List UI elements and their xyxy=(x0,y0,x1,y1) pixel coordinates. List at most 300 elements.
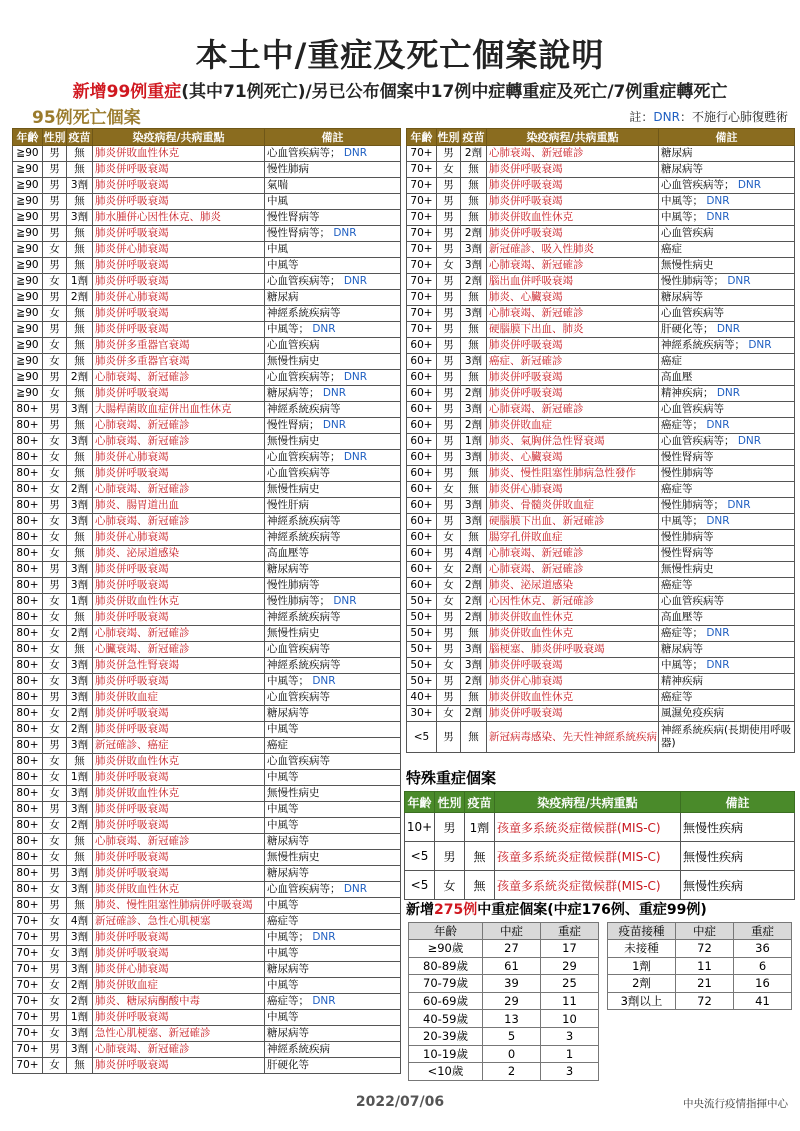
remarks-text: 心血管疾病等； xyxy=(267,451,341,463)
sex-cell: 男 xyxy=(437,546,461,562)
vaccine-cell: 3劑 xyxy=(461,354,487,370)
disease-course-cell: 肺炎併呼吸衰竭 xyxy=(487,706,659,722)
remarks-cell xyxy=(659,450,795,466)
new-cases-prefix: 新增 xyxy=(406,902,434,918)
age-cell: 60+ xyxy=(407,498,437,514)
vaccine-cell: 2劑 xyxy=(461,226,487,242)
remarks-text: 神經系統疾病(長期使用呼吸器) xyxy=(661,724,792,749)
vaccine-cell: 2劑 xyxy=(461,706,487,722)
age-cell: 70+ xyxy=(13,978,43,994)
vaccine-cell: 3劑 xyxy=(461,498,487,514)
dnr-note xyxy=(629,108,788,125)
table-row xyxy=(409,1063,599,1081)
sex-cell: 男 xyxy=(437,722,461,753)
vaccine-cell: 無 xyxy=(67,418,93,434)
remarks-cell xyxy=(265,626,401,642)
table-row xyxy=(13,978,401,994)
dnr-tag: DNR xyxy=(340,275,368,287)
vaccine-summary-cell-0: 3劑以上 xyxy=(608,992,676,1010)
vaccine-cell: 無 xyxy=(461,210,487,226)
sex-cell: 女 xyxy=(43,482,67,498)
table-row xyxy=(407,674,795,690)
remarks-cell xyxy=(659,610,795,626)
disease-course-cell: 肺炎、慢性阻塞性肺病急性發作 xyxy=(487,466,659,482)
age-summary-cell-2: 1 xyxy=(541,1045,599,1063)
age-summary-cell-1: 27 xyxy=(483,940,541,958)
sex-cell: 男 xyxy=(43,226,67,242)
sex-cell: 男 xyxy=(43,498,67,514)
disease-course-cell: 肺炎併心肺衰竭 xyxy=(93,450,265,466)
table-row xyxy=(407,274,795,290)
remarks-text: 心血管疾病等 xyxy=(267,755,330,767)
dnr-tag: DNR xyxy=(703,419,730,431)
remarks-cell xyxy=(265,178,401,194)
remarks-text: 癌症等 xyxy=(661,579,693,591)
age-cell: 80+ xyxy=(13,610,43,626)
vaccine-cell: 3劑 xyxy=(67,930,93,946)
death-header-col-3: 染疫病程/共病重點 xyxy=(93,129,265,146)
table-row xyxy=(13,610,401,626)
age-cell: 80+ xyxy=(13,578,43,594)
disease-course-cell: 肺炎、慢性阻塞性肺病併呼吸衰竭 xyxy=(93,898,265,914)
dnr-tag: DNR xyxy=(724,499,751,511)
vaccine-cell: 3劑 xyxy=(67,1042,93,1058)
remarks-text: 中風 xyxy=(267,243,288,255)
remarks-text: 高血壓等 xyxy=(661,611,703,623)
table-row xyxy=(13,690,401,706)
disease-course-cell: 肺炎併呼吸衰竭 xyxy=(93,706,265,722)
remarks-text: 神經系統疾病等 xyxy=(267,307,341,319)
vaccine-cell: 1劑 xyxy=(67,770,93,786)
death-table-header xyxy=(13,129,401,146)
vaccine-summary-header-col-0: 疫苗接種 xyxy=(608,923,676,940)
vaccine-cell: 無 xyxy=(465,842,495,871)
sex-cell: 男 xyxy=(437,226,461,242)
vaccine-cell: 無 xyxy=(461,530,487,546)
vaccine-cell: 2劑 xyxy=(461,610,487,626)
vaccine-cell: 2劑 xyxy=(461,578,487,594)
vaccine-cell: 無 xyxy=(461,626,487,642)
age-cell: 80+ xyxy=(13,690,43,706)
table-row xyxy=(13,834,401,850)
age-cell: 70+ xyxy=(407,194,437,210)
remarks-cell xyxy=(265,818,401,834)
sex-cell: 女 xyxy=(43,658,67,674)
disease-course-cell: 大腸桿菌敗血症併出血性休克 xyxy=(93,402,265,418)
remarks-cell xyxy=(659,466,795,482)
sex-cell: 男 xyxy=(437,610,461,626)
sex-cell: 男 xyxy=(43,898,67,914)
table-row xyxy=(13,850,401,866)
remarks-cell xyxy=(265,306,401,322)
remarks-cell xyxy=(659,354,795,370)
age-cell: 80+ xyxy=(13,802,43,818)
disease-course-cell: 肺炎併敗血性休克 xyxy=(93,786,265,802)
age-summary-cell-2: 25 xyxy=(541,975,599,993)
age-cell: 60+ xyxy=(407,402,437,418)
sex-cell: 女 xyxy=(43,514,67,530)
age-cell: 50+ xyxy=(407,642,437,658)
sex-cell: 男 xyxy=(43,402,67,418)
remarks-text: 慢性肝病 xyxy=(267,499,309,511)
vaccine-cell: 無 xyxy=(67,1058,93,1074)
vaccine-cell: 無 xyxy=(67,530,93,546)
age-summary-cell-0: 40-59歲 xyxy=(409,1010,483,1028)
vaccine-cell: 3劑 xyxy=(67,434,93,450)
table-row xyxy=(13,898,401,914)
remarks-cell xyxy=(265,194,401,210)
sex-cell: 女 xyxy=(43,770,67,786)
vaccine-cell: 4劑 xyxy=(67,914,93,930)
remarks-text: 中風等； xyxy=(661,515,703,527)
table-row xyxy=(13,946,401,962)
table-row xyxy=(409,940,599,958)
remarks-text: 心血管疾病等； xyxy=(267,275,341,287)
age-cell: 80+ xyxy=(13,754,43,770)
vaccine-summary-cell-0: 1劑 xyxy=(608,957,676,975)
remarks-text: 中風等； xyxy=(267,323,309,335)
dnr-tag: DNR xyxy=(745,339,772,351)
vaccine-cell: 3劑 xyxy=(67,738,93,754)
vaccine-cell: 無 xyxy=(67,642,93,658)
remarks-text: 癌症等； xyxy=(661,627,703,639)
sex-cell: 男 xyxy=(43,194,67,210)
disease-course-cell: 孩童多系統炎症徵候群(MIS-C) xyxy=(495,813,681,842)
age-summary-cell-1: 0 xyxy=(483,1045,541,1063)
remarks-text: 神經系統疾病 xyxy=(267,1043,330,1055)
disease-course-cell: 肺炎併呼吸衰竭 xyxy=(93,562,265,578)
disease-course-cell: 肺炎併心肺衰竭 xyxy=(93,530,265,546)
age-cell: 50+ xyxy=(407,626,437,642)
disease-course-cell: 肺炎併呼吸衰竭 xyxy=(93,306,265,322)
vaccine-cell: 3劑 xyxy=(67,1026,93,1042)
sex-cell: 男 xyxy=(437,450,461,466)
sex-cell: 男 xyxy=(437,514,461,530)
disease-course-cell: 肺炎併呼吸衰竭 xyxy=(93,226,265,242)
death-table-left xyxy=(12,128,401,1074)
disease-course-cell: 孩童多系統炎症徵候群(MIS-C) xyxy=(495,842,681,871)
new-cases-suffix: 中重症個案(中症176例、重症99例) xyxy=(477,902,707,918)
remarks-cell xyxy=(265,482,401,498)
remarks-text: 神經系統疾病等 xyxy=(267,403,341,415)
age-summary-cell-2: 3 xyxy=(541,1063,599,1081)
sex-cell: 男 xyxy=(43,962,67,978)
age-summary-cell-1: 13 xyxy=(483,1010,541,1028)
remarks-text: 神經系統疾病等 xyxy=(267,515,341,527)
remarks-text: 氣喘 xyxy=(267,179,288,191)
age-cell: 60+ xyxy=(407,370,437,386)
sex-cell: 男 xyxy=(43,322,67,338)
disease-course-cell: 肺炎併心肺衰竭 xyxy=(93,290,265,306)
table-row xyxy=(13,658,401,674)
remarks-cell xyxy=(265,258,401,274)
sex-cell: 女 xyxy=(43,1058,67,1074)
vaccine-cell: 3劑 xyxy=(461,242,487,258)
vaccine-cell: 3劑 xyxy=(67,402,93,418)
remarks-cell xyxy=(265,562,401,578)
remarks-text: 心血管疾病等 xyxy=(661,403,724,415)
remarks-cell xyxy=(265,146,401,162)
remarks-text: 慢性肺病等； xyxy=(661,275,724,287)
table-row xyxy=(13,178,401,194)
disease-course-cell: 心肺衰竭、新冠確診 xyxy=(487,402,659,418)
vaccine-cell: 無 xyxy=(67,354,93,370)
remarks-cell xyxy=(659,290,795,306)
age-summary-cell-1: 61 xyxy=(483,957,541,975)
disease-course-cell: 腦梗塞、肺炎併呼吸衰竭 xyxy=(487,642,659,658)
remarks-cell xyxy=(265,210,401,226)
table-row xyxy=(407,290,795,306)
age-cell: 70+ xyxy=(407,146,437,162)
new-cases-title xyxy=(406,899,707,919)
table-row xyxy=(407,514,795,530)
remarks-cell xyxy=(659,274,795,290)
remarks-text: 癌症 xyxy=(661,355,682,367)
age-cell: ≧90 xyxy=(13,290,43,306)
sex-cell: 男 xyxy=(43,418,67,434)
vaccine-cell: 無 xyxy=(67,850,93,866)
table-row xyxy=(13,1026,401,1042)
vaccine-cell: 無 xyxy=(461,466,487,482)
disease-course-cell: 孩童多系統炎症徵候群(MIS-C) xyxy=(495,871,681,900)
remarks-cell xyxy=(265,962,401,978)
remarks-text: 心血管疾病等 xyxy=(267,467,330,479)
remarks-text: 中風等； xyxy=(661,211,703,223)
remarks-text: 中風等； xyxy=(267,931,309,943)
vaccine-cell: 無 xyxy=(67,466,93,482)
remarks-cell xyxy=(659,482,795,498)
vaccine-cell: 無 xyxy=(461,194,487,210)
sex-cell: 女 xyxy=(43,978,67,994)
remarks-text: 心血管疾病等 xyxy=(661,595,724,607)
age-cell: 80+ xyxy=(13,658,43,674)
disease-course-cell: 心肺衰竭、新冠確診 xyxy=(93,418,265,434)
remarks-cell xyxy=(265,530,401,546)
age-cell: 80+ xyxy=(13,530,43,546)
remarks-text: 糖尿病等 xyxy=(267,835,309,847)
remarks-text: 心血管疾病 xyxy=(267,339,320,351)
dnr-tag: DNR xyxy=(724,275,751,287)
sex-cell: 男 xyxy=(43,290,67,306)
sex-cell: 女 xyxy=(43,530,67,546)
remarks-cell xyxy=(265,386,401,402)
vaccine-cell: 無 xyxy=(67,754,93,770)
sex-cell: 男 xyxy=(437,290,461,306)
remarks-cell xyxy=(265,594,401,610)
disease-course-cell: 急性心肌梗塞、新冠確診 xyxy=(93,1026,265,1042)
sex-cell: 男 xyxy=(437,402,461,418)
remarks-cell xyxy=(265,898,401,914)
special-table-header xyxy=(405,792,795,813)
age-cell: ≧90 xyxy=(13,242,43,258)
age-cell: 80+ xyxy=(13,402,43,418)
remarks-cell xyxy=(265,802,401,818)
dnr-tag: DNR xyxy=(330,227,357,239)
vaccine-cell: 3劑 xyxy=(67,866,93,882)
sex-cell: 男 xyxy=(437,370,461,386)
disease-course-cell: 肺炎併呼吸衰竭 xyxy=(93,610,265,626)
age-cell: 80+ xyxy=(13,674,43,690)
age-summary-cell-2: 3 xyxy=(541,1027,599,1045)
table-row xyxy=(407,546,795,562)
dnr-tag: DNR xyxy=(703,211,730,223)
age-cell: 50+ xyxy=(407,610,437,626)
remarks-cell xyxy=(659,658,795,674)
vaccine-cell: 2劑 xyxy=(67,706,93,722)
age-cell: ≧90 xyxy=(13,258,43,274)
sex-cell: 男 xyxy=(43,866,67,882)
age-cell: 80+ xyxy=(13,498,43,514)
age-cell: 60+ xyxy=(407,546,437,562)
vaccine-cell: 2劑 xyxy=(67,978,93,994)
sex-cell: 女 xyxy=(437,658,461,674)
remarks-text: 心血管疾病等 xyxy=(267,691,330,703)
disease-course-cell: 肺炎併呼吸衰竭 xyxy=(93,194,265,210)
remarks-cell xyxy=(659,402,795,418)
table-row xyxy=(13,882,401,898)
table-row xyxy=(13,962,401,978)
vaccine-cell: 3劑 xyxy=(67,578,93,594)
age-summary-cell-0: 80-89歲 xyxy=(409,957,483,975)
disease-course-cell: 肺炎、氣胸併急性腎衰竭 xyxy=(487,434,659,450)
table-row xyxy=(13,754,401,770)
age-summary-cell-1: 5 xyxy=(483,1027,541,1045)
sex-cell: 女 xyxy=(43,850,67,866)
table-row xyxy=(13,530,401,546)
vaccine-cell: 1劑 xyxy=(67,274,93,290)
remarks-text: 中風等； xyxy=(661,195,703,207)
special-table xyxy=(404,791,795,900)
age-cell: 60+ xyxy=(407,530,437,546)
vaccine-summary-cell-1: 72 xyxy=(676,992,734,1010)
age-cell: ≧90 xyxy=(13,178,43,194)
table-row xyxy=(13,642,401,658)
table-row xyxy=(13,1042,401,1058)
disease-course-cell: 肺炎併敗血性休克 xyxy=(487,626,659,642)
sex-cell: 女 xyxy=(43,674,67,690)
remarks-cell xyxy=(659,626,795,642)
remarks-text: 中風等 xyxy=(267,819,299,831)
remarks-text: 高血壓 xyxy=(661,371,693,383)
remarks-text: 心血管疾病等； xyxy=(267,883,341,895)
vaccine-summary-cell-2: 36 xyxy=(734,940,792,958)
table-row xyxy=(407,306,795,322)
remarks-cell xyxy=(265,914,401,930)
table-row xyxy=(13,450,401,466)
remarks-cell xyxy=(659,434,795,450)
age-summary-cell-2: 29 xyxy=(541,957,599,975)
disease-course-cell: 肺炎併呼吸衰竭 xyxy=(93,818,265,834)
remarks-cell xyxy=(659,146,795,162)
sex-cell: 女 xyxy=(43,242,67,258)
vaccine-cell: 2劑 xyxy=(67,290,93,306)
table-row xyxy=(13,322,401,338)
age-cell: 70+ xyxy=(407,306,437,322)
vaccine-cell: 3劑 xyxy=(67,690,93,706)
disease-course-cell: 肺炎併敗血症 xyxy=(93,978,265,994)
table-row xyxy=(407,354,795,370)
remarks-text: 中風等 xyxy=(267,899,299,911)
age-cell: 80+ xyxy=(13,562,43,578)
age-cell: ≧90 xyxy=(13,274,43,290)
table-row xyxy=(13,210,401,226)
disease-course-cell: 新冠確診、癌症 xyxy=(93,738,265,754)
age-cell: 70+ xyxy=(13,930,43,946)
death-section-title: 95例死亡個案 xyxy=(32,108,141,128)
vaccine-summary-cell-2: 6 xyxy=(734,957,792,975)
remarks-text: 心血管疾病等； xyxy=(661,435,735,447)
remarks-text: 中風等 xyxy=(267,979,299,991)
disease-course-cell: 肺炎併呼吸衰竭 xyxy=(93,178,265,194)
age-cell: <5 xyxy=(405,871,435,900)
dnr-tag: DNR xyxy=(713,387,741,399)
age-cell: 70+ xyxy=(13,1058,43,1074)
remarks-text: 慢性肺病等； xyxy=(267,595,330,607)
remarks-cell: 無慢性疾病 xyxy=(681,871,795,900)
sex-cell: 女 xyxy=(435,871,465,900)
disease-course-cell: 肺炎併呼吸衰竭 xyxy=(93,946,265,962)
note-dnr: DNR xyxy=(653,110,680,124)
disease-course-cell: 肺炎併呼吸衰竭 xyxy=(487,370,659,386)
table-row xyxy=(13,418,401,434)
dnr-tag: DNR xyxy=(309,323,336,335)
sex-cell: 女 xyxy=(43,882,67,898)
vaccine-cell: 3劑 xyxy=(67,674,93,690)
age-cell: <5 xyxy=(407,722,437,753)
table-row xyxy=(407,258,795,274)
table-row xyxy=(13,386,401,402)
vaccine-cell: 無 xyxy=(461,338,487,354)
age-cell: 80+ xyxy=(13,834,43,850)
age-cell: 70+ xyxy=(13,1042,43,1058)
special-header-col-2: 疫苗 xyxy=(465,792,495,813)
age-summary-cell-1: 2 xyxy=(483,1063,541,1081)
death-header-col-1: 性別 xyxy=(437,129,461,146)
remarks-text: 糖尿病等 xyxy=(267,963,309,975)
table-row xyxy=(407,498,795,514)
table-row xyxy=(409,975,599,993)
vaccine-cell: 3劑 xyxy=(461,306,487,322)
sex-cell: 男 xyxy=(437,498,461,514)
remarks-cell xyxy=(659,258,795,274)
age-cell: 80+ xyxy=(13,418,43,434)
disease-course-cell: 肺炎併呼吸衰竭 xyxy=(93,930,265,946)
vaccine-cell: 3劑 xyxy=(67,946,93,962)
remarks-cell xyxy=(265,930,401,946)
age-cell: 50+ xyxy=(407,594,437,610)
remarks-text: 糖尿病 xyxy=(661,147,693,159)
age-cell: 80+ xyxy=(13,706,43,722)
sex-cell: 男 xyxy=(437,194,461,210)
remarks-cell xyxy=(265,354,401,370)
remarks-cell xyxy=(265,274,401,290)
disease-course-cell: 肺炎、心臟衰竭 xyxy=(487,290,659,306)
vaccine-cell: 無 xyxy=(67,898,93,914)
table-row xyxy=(13,242,401,258)
vaccine-cell: 3劑 xyxy=(67,802,93,818)
age-cell: 70+ xyxy=(407,274,437,290)
disease-course-cell: 腦出血併呼吸衰竭 xyxy=(487,274,659,290)
sex-cell: 女 xyxy=(437,258,461,274)
remarks-text: 癌症等 xyxy=(661,483,693,495)
disease-course-cell: 肺炎、泌尿道感染 xyxy=(487,578,659,594)
table-row xyxy=(407,626,795,642)
sex-cell: 女 xyxy=(43,818,67,834)
vaccine-summary-cell-2: 41 xyxy=(734,992,792,1010)
sex-cell: 女 xyxy=(43,626,67,642)
age-cell: 70+ xyxy=(407,162,437,178)
sex-cell: 男 xyxy=(43,1042,67,1058)
